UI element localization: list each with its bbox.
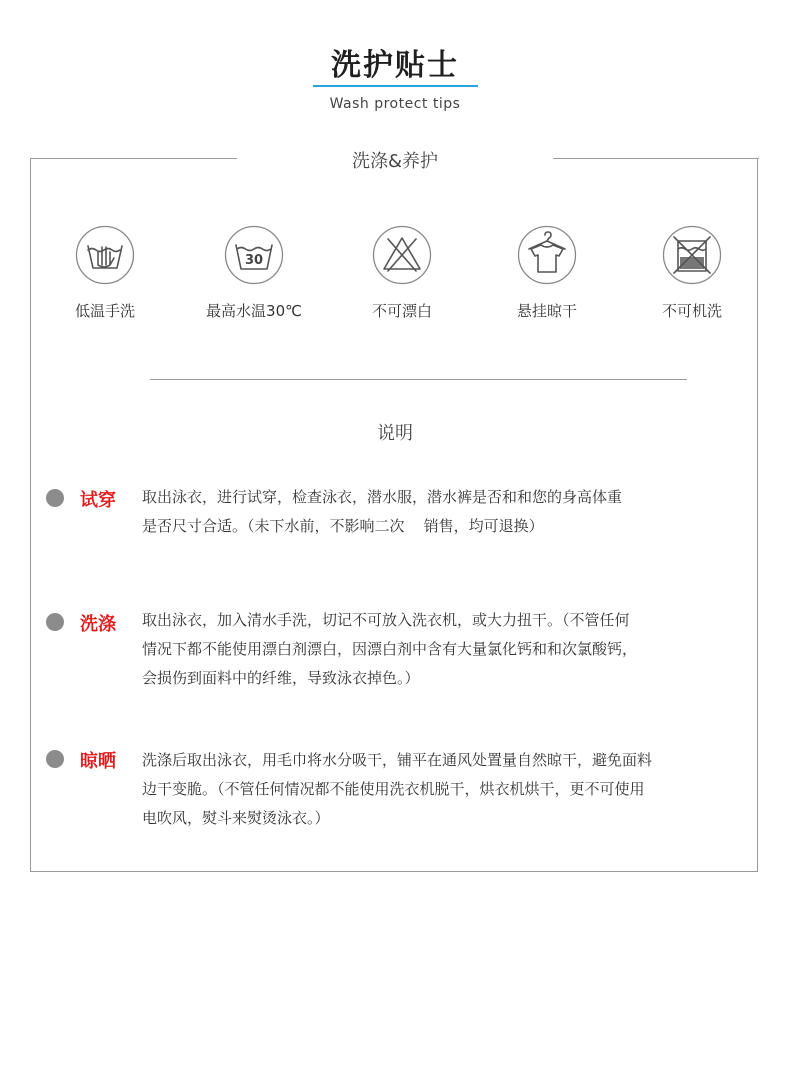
care-label-no-machine-wash: 不可机洗 bbox=[661, 302, 722, 320]
explanation-title: 说明 bbox=[377, 423, 413, 444]
page-title: 洗护贴士 bbox=[331, 48, 459, 83]
frame-top-border-left bbox=[30, 158, 237, 159]
title-underline bbox=[313, 85, 478, 87]
no-machine-wash-icon bbox=[662, 225, 722, 285]
desc-line: 取出泳衣，加入清水手洗，切记不可放入洗衣机，或大力扭干。（不管任何 bbox=[142, 611, 630, 629]
wash-30-icon bbox=[224, 225, 284, 285]
desc-line: 电吹风，熨斗来熨烫泳衣。） bbox=[142, 809, 330, 827]
desc-line: 洗涤后取出泳衣，用毛巾将水分吸干，铺平在通风处置量自然晾干，避免面料 bbox=[142, 751, 653, 769]
no-bleach-icon bbox=[372, 225, 432, 285]
desc-line: 情况下都不能使用漂白剂漂白，因漂白剂中含有大量氯化钙和和次氯酸钙， bbox=[142, 640, 638, 658]
term-try-on: 试穿 bbox=[80, 490, 116, 511]
section-label: 洗涤&养护 bbox=[351, 151, 439, 172]
page-subtitle: Wash protect tips bbox=[329, 96, 461, 112]
bullet-dot bbox=[46, 750, 64, 768]
desc-try-on bbox=[142, 483, 742, 541]
section-divider bbox=[150, 379, 687, 380]
hand-wash-icon bbox=[75, 225, 135, 285]
bullet-dot bbox=[46, 489, 64, 507]
care-label-max-temp: 最高水温30℃ bbox=[206, 302, 302, 320]
desc-line: 取出泳衣，进行试穿，检查泳衣，潜水服，潜水裤是否和和您的身高体重 bbox=[142, 488, 623, 506]
desc-line: 边干变脆。（不管任何情况都不能使用洗衣机脱干，烘衣机烘干，更不可使用 bbox=[142, 780, 645, 798]
care-label-no-bleach: 不可漂白 bbox=[371, 302, 432, 320]
frame-top-border-right bbox=[553, 158, 759, 159]
wash-temperature-text: 30 bbox=[244, 253, 264, 268]
hang-dry-icon bbox=[517, 225, 577, 285]
desc-line: 是否尺寸合适。（未下水前，不影响二次 销售，均可退换） bbox=[142, 517, 544, 535]
desc-washing bbox=[142, 606, 742, 693]
care-label-hand-wash: 低温手洗 bbox=[74, 302, 135, 320]
desc-drying bbox=[142, 746, 742, 833]
term-drying: 晾晒 bbox=[80, 751, 116, 772]
care-label-hang-dry: 悬挂晾干 bbox=[516, 302, 577, 320]
desc-line: 会损伤到面料中的纤维，导致泳衣掉色。） bbox=[142, 669, 420, 687]
term-washing: 洗涤 bbox=[80, 614, 116, 635]
bullet-dot bbox=[46, 613, 64, 631]
